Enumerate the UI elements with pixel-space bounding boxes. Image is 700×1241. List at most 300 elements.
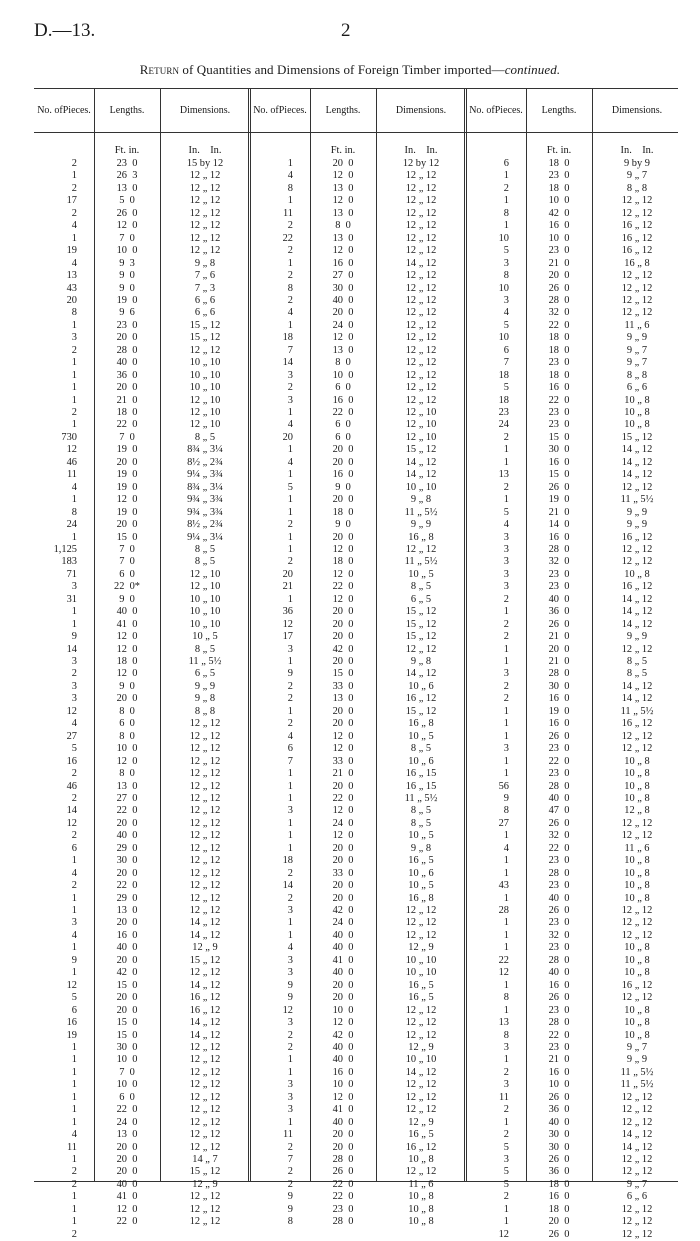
dimension-cell: 12 „ 12 — [189, 245, 221, 257]
dimension-cell: 12 „ 10 — [405, 419, 437, 431]
pieces-cell: 1 — [503, 1216, 509, 1228]
pieces-cell: 3 — [287, 905, 293, 916]
length-cell: 20 0 — [332, 618, 354, 630]
length-cell: 20 0 — [332, 606, 354, 618]
dimension-cell: 12 „ 10 — [189, 581, 221, 593]
length-cell: 22 0 — [332, 1178, 354, 1190]
dimension-cell: 9¼ „ 3¼ — [187, 531, 223, 543]
pieces-cell: 13 — [66, 270, 77, 282]
dimension-cell: 6 „ 6 — [194, 307, 216, 319]
pieces-cell: 11 — [66, 469, 77, 481]
dimension-cell: 9 „ 9 — [410, 519, 432, 531]
pieces-cell: 13 — [498, 469, 509, 481]
length-cell: 32 0 — [548, 929, 570, 941]
pieces-cell: 4 — [287, 942, 293, 954]
pieces-cell: 2 — [71, 830, 77, 842]
pieces-cell: 3 — [287, 1017, 293, 1029]
dimension-cell: 12 „ 12 — [405, 245, 437, 257]
dimension-cell: 12 „ 12 — [189, 792, 221, 804]
length-cell: 23 0 — [548, 880, 570, 892]
length-cell: 10 0 — [332, 1079, 354, 1091]
dimension-cell: 12 „ 12 — [189, 207, 221, 219]
pieces-cell: 2 — [71, 207, 77, 219]
pieces-cell: 19 — [66, 1029, 77, 1041]
dimension-cell: 12 „ 12 — [621, 282, 653, 294]
pieces-cell: 1 — [287, 494, 293, 506]
dimension-cell: 12 „ 12 — [189, 1191, 221, 1203]
length-cell: 12 0 — [332, 743, 354, 755]
dimension-cell: 8 „ 8 — [626, 369, 648, 381]
length-cell: 12 0 — [332, 730, 354, 742]
dimension-cell: 8 „ 8 — [626, 182, 648, 194]
length-cell: 19 0 — [116, 481, 138, 493]
pieces-cell: 3 — [503, 257, 509, 269]
pieces-cell: 11 — [498, 1091, 509, 1103]
dimension-cell: 16 „ 12 — [189, 992, 221, 1004]
length-cell: 36 0 — [116, 369, 138, 381]
length-cell: 16 0 — [548, 979, 570, 991]
pieces-cell: 1 — [287, 543, 293, 555]
dimension-cell: 12 „ 12 — [405, 394, 437, 406]
pieces-cell: 8 — [287, 182, 293, 194]
pieces-cell: 1 — [287, 705, 293, 717]
length-cell: 32 0 — [548, 556, 570, 568]
dimension-cell: 10 „ 8 — [624, 867, 650, 879]
dimension-cell: 14 „ 12 — [405, 668, 437, 680]
length-cell: 10 0 — [548, 1079, 570, 1091]
pieces-cell: 1 — [71, 967, 77, 979]
dimension-cell: 11 „ 5½ — [404, 792, 438, 804]
column-header-dimensions: Dimensions. — [611, 104, 663, 116]
dimension-cell: 10 „ 8 — [624, 954, 650, 966]
pieces-cell: 1 — [287, 257, 293, 269]
length-cell: 20 0 — [116, 917, 138, 929]
length-cell: 41 0 — [116, 618, 138, 630]
dimension-cell: 9 „ 7 — [626, 1178, 648, 1190]
length-cell: 40 0 — [332, 1041, 354, 1053]
dimension-cell: 12 „ 12 — [405, 1004, 437, 1016]
length-cell: 20 0 — [332, 494, 354, 506]
dimension-cell: 12 „ 12 — [189, 905, 221, 916]
dimension-cell: 15 „ 12 — [621, 431, 653, 443]
dimension-cell: 16 „ 8 — [408, 718, 434, 730]
pieces-cell: 4 — [287, 307, 293, 319]
length-cell: 40 0 — [332, 942, 354, 954]
dimension-cell: 12 „ 12 — [189, 1116, 221, 1128]
pieces-cell: 1 — [71, 170, 77, 182]
dimension-cell: 12 „ 12 — [621, 917, 653, 929]
dimension-cell: 9 „ 8 — [410, 656, 432, 667]
dimension-cell: 11 „ 5½ — [404, 556, 438, 568]
length-cell: 20 0 — [332, 631, 354, 643]
dimension-cell: 10 „ 10 — [189, 382, 221, 394]
length-cell: 9 0 — [335, 481, 351, 493]
length-cell: 10 0 — [116, 245, 138, 257]
pieces-cell: 730 — [61, 431, 77, 443]
dimension-cell: 12 „ 10 — [189, 419, 221, 431]
length-cell: 32 0 — [548, 307, 570, 319]
pieces-cell: 14 — [66, 643, 77, 655]
pieces-cell: 6 — [71, 1004, 77, 1016]
length-cell: 16 0 — [332, 469, 354, 481]
dimension-cell: 12 „ 12 — [189, 1091, 221, 1103]
length-cell: 23 0 — [548, 245, 570, 257]
pieces-cell: 1 — [503, 979, 509, 991]
dimension-cell: 12 „ 12 — [405, 1104, 437, 1116]
dimension-cell: 9 „ 8 — [410, 842, 432, 854]
length-cell: 16 0 — [548, 382, 570, 394]
dimension-cell: 12 „ 12 — [621, 1116, 653, 1128]
length-cell: 40 0 — [116, 1178, 138, 1190]
length-cell: 28 0 — [548, 954, 570, 966]
pieces-cell: 1 — [71, 1216, 77, 1228]
column-header-pieces — [466, 89, 526, 131]
pieces-cell: 3 — [287, 805, 293, 817]
length-cell: 23 0 — [548, 1004, 570, 1016]
dimension-cell: 12 „ 12 — [189, 817, 221, 829]
dimension-cell: 9 „ 7 — [626, 1041, 648, 1053]
pieces-cell: 2 — [287, 294, 293, 306]
pieces-cell: 1 — [503, 656, 509, 667]
pieces-cell: 2 — [287, 270, 293, 282]
length-cell: 30 0 — [332, 282, 354, 294]
pieces-cell: 1 — [71, 1054, 77, 1066]
dimension-cell: 8 „ 5 — [194, 543, 216, 555]
dimension-cell: 7 „ 3 — [194, 282, 216, 294]
pieces-cell: 2 — [71, 182, 77, 194]
length-cell: 18 0 — [548, 332, 570, 344]
pieces-cell: 8 — [503, 1029, 509, 1041]
dimension-cell: 11 „ 6 — [624, 319, 650, 331]
dimension-cell: 10 „ 8 — [624, 792, 650, 804]
length-cell: 16 0 — [332, 257, 354, 269]
dimension-cell: 12 „ 10 — [189, 568, 221, 580]
length-cell: 20 0 — [332, 456, 354, 468]
pieces-cell: 1 — [71, 232, 77, 244]
length-cell: 26 0 — [548, 1228, 570, 1240]
unit-label-ft-in: Ft. in. — [546, 145, 572, 156]
dimension-cell: 16 „ 12 — [621, 531, 653, 543]
length-cell: 12 0 — [116, 220, 138, 232]
length-cell: 20 0 — [116, 867, 138, 879]
pieces-cell: 3 — [287, 954, 293, 966]
length-cell: 20 0 — [332, 718, 354, 730]
pieces-cell: 1 — [287, 656, 293, 667]
column-header-lengths: Lengths. — [325, 104, 361, 116]
length-cell: 30 0 — [548, 680, 570, 692]
dimension-cell: 9 „ 9 — [626, 519, 648, 531]
length-cell: 24 0 — [332, 319, 354, 331]
pieces-cell: 17 — [66, 195, 77, 207]
title-lead: Return — [139, 62, 180, 77]
dimension-cell: 12 „ 12 — [189, 220, 221, 232]
pieces-cell: 2 — [287, 382, 293, 394]
dimension-cell: 11 „ 6 — [408, 1178, 434, 1190]
pieces-cell: 12 — [66, 979, 77, 991]
length-cell: 21 0 — [548, 257, 570, 269]
dimension-cell: 12 „ 12 — [405, 905, 437, 916]
length-cell: 16 0 — [548, 1191, 570, 1203]
length-cell: 20 0 — [332, 842, 354, 854]
unit-label-ft-in: Ft. in. — [114, 145, 140, 156]
dimension-cell: 10 „ 8 — [624, 568, 650, 580]
dimension-cell: 10 „ 8 — [624, 855, 650, 867]
pieces-cell: 1,125 — [53, 543, 77, 555]
pieces-cell: 2 — [287, 1166, 293, 1178]
length-cell: 27 0 — [116, 792, 138, 804]
length-cell: 15 0 — [116, 1029, 138, 1041]
length-cell: 22 0 — [116, 880, 138, 892]
length-cell: 23 0 — [548, 568, 570, 580]
column-header-pieces — [250, 89, 310, 131]
pieces-cell: 6 — [287, 743, 293, 755]
pieces-cell: 1 — [287, 1116, 293, 1128]
pieces-cell: 18 — [498, 394, 509, 406]
length-cell: 20 0 — [332, 855, 354, 867]
pieces-cell: 11 — [66, 1141, 77, 1153]
pieces-cell: 3 — [503, 743, 509, 755]
length-cell: 27 0 — [332, 270, 354, 282]
length-cell: 20 0 — [116, 954, 138, 966]
pieces-cell: 2 — [287, 693, 293, 705]
pieces-cell: 10 — [498, 332, 509, 344]
length-cell: 22 0 — [116, 805, 138, 817]
pieces-cell: 11 — [282, 207, 293, 219]
pieces-cell: 2 — [503, 1066, 509, 1078]
dimension-cell: 10 „ 10 — [405, 481, 437, 493]
dimension-cell: 12 „ 12 — [405, 929, 437, 941]
dimension-cell: 9 „ 8 — [194, 693, 216, 705]
pieces-cell: 2 — [71, 1178, 77, 1190]
length-cell: 12 0 — [116, 631, 138, 643]
dimension-cell: 12 „ 12 — [621, 1104, 653, 1116]
dimension-cell: 12 „ 12 — [189, 780, 221, 792]
length-cell: 22 0 — [332, 1191, 354, 1203]
pieces-header-line: No. of — [37, 104, 63, 116]
pieces-cell: 4 — [71, 481, 77, 493]
dimension-cell: 10 „ 10 — [189, 606, 221, 618]
length-cell: 22 0 — [332, 407, 354, 418]
length-cell: 19 0 — [116, 469, 138, 481]
pieces-cell: 4 — [71, 1129, 77, 1141]
dimension-cell: 12 „ 12 — [405, 1017, 437, 1029]
pieces-cell: 1 — [71, 1066, 77, 1078]
dimension-cell: 12 „ 12 — [621, 543, 653, 555]
pieces-cell: 3 — [71, 680, 77, 692]
dimension-cell: 11 „ 6 — [624, 842, 650, 854]
length-cell: 6 0 — [335, 431, 351, 443]
length-cell: 12 0 — [332, 195, 354, 207]
dimension-cell: 12 „ 12 — [621, 307, 653, 319]
pieces-cell: 2 — [71, 1166, 77, 1178]
dimension-cell: 14 „ 12 — [189, 929, 221, 941]
dimension-cell: 16 „ 15 — [405, 780, 437, 792]
length-cell: 12 0 — [116, 1203, 138, 1215]
length-cell: 15 0 — [116, 531, 138, 543]
dimension-cell: 14 „ 12 — [621, 680, 653, 692]
pieces-cell: 3 — [71, 332, 77, 344]
pieces-cell: 4 — [71, 929, 77, 941]
pieces-cell: 23 — [498, 407, 509, 418]
pieces-cell: 6 — [71, 842, 77, 854]
dimension-cell: 8 „ 5 — [410, 743, 432, 755]
dimension-cell: 14 „ 12 — [189, 1017, 221, 1029]
pieces-cell: 18 — [282, 855, 293, 867]
pieces-cell: 3 — [71, 693, 77, 705]
length-cell: 23 0 — [548, 743, 570, 755]
pieces-cell: 9 — [287, 1191, 293, 1203]
pieces-cell: 9 — [287, 992, 293, 1004]
length-cell: 20 0 — [116, 519, 138, 531]
length-cell: 23 0 — [548, 407, 570, 418]
pieces-cell: 1 — [503, 929, 509, 941]
pieces-cell: 43 — [66, 282, 77, 294]
dimension-cell: 12 „ 12 — [189, 1054, 221, 1066]
pieces-cell: 1 — [287, 506, 293, 518]
dimension-cell: 12 „ 12 — [189, 1041, 221, 1053]
pieces-cell: 12 — [66, 444, 77, 456]
dimension-cell: 10 „ 6 — [408, 867, 434, 879]
dimension-cell: 12 „ 12 — [621, 556, 653, 568]
pieces-cell: 2 — [287, 556, 293, 568]
pieces-cell: 12 — [498, 967, 509, 979]
length-cell: 15 0 — [332, 668, 354, 680]
length-cell: 20 0 — [332, 979, 354, 991]
dimension-cell: 16 „ 12 — [405, 693, 437, 705]
dimension-cell: 8 „ 5 — [194, 643, 216, 655]
pieces-cell: 1 — [287, 768, 293, 780]
pieces-cell: 1 — [503, 170, 509, 182]
dimension-cell: 12 „ 12 — [405, 917, 437, 929]
dimension-cell: 12 „ 10 — [405, 407, 437, 418]
dimension-cell: 9 „ 8 — [194, 257, 216, 269]
pieces-cell: 9 — [287, 668, 293, 680]
pieces-cell: 2 — [503, 1129, 509, 1141]
pieces-cell: 3 — [503, 294, 509, 306]
length-cell: 23 0 — [548, 942, 570, 954]
pieces-cell: 20 — [66, 294, 77, 306]
length-cell: 42 0 — [332, 1029, 354, 1041]
pieces-cell: 2 — [503, 631, 509, 643]
pieces-cell: 2 — [503, 1104, 509, 1116]
length-cell: 41 0 — [332, 1104, 354, 1116]
pieces-cell: 1 — [287, 929, 293, 941]
pieces-cell: 1 — [503, 456, 509, 468]
dimension-cell: 14 „ 12 — [189, 1029, 221, 1041]
dimension-cell: 12 „ 12 — [405, 319, 437, 331]
length-cell: 20 0 — [116, 382, 138, 394]
length-cell: 20 0 — [332, 307, 354, 319]
dimension-cell: 12 „ 12 — [621, 270, 653, 282]
length-cell: 22 0 — [548, 1029, 570, 1041]
length-cell: 16 0 — [548, 456, 570, 468]
column-header-pieces — [34, 89, 94, 131]
dimension-cell: 10 „ 5 — [408, 830, 434, 842]
length-cell: 9 0 — [119, 680, 135, 692]
pieces-cell: 2 — [503, 481, 509, 493]
length-cell: 23 0 — [116, 319, 138, 331]
dimension-cell: 8¾ „ 3¼ — [187, 444, 223, 456]
dimension-cell: 12 „ 12 — [405, 207, 437, 219]
dimension-cell: 16 „ 12 — [621, 979, 653, 991]
pieces-cell: 1 — [71, 618, 77, 630]
length-cell: 22 0 — [548, 319, 570, 331]
pieces-cell: 2 — [287, 680, 293, 692]
dimension-cell: 11 „ 5½ — [404, 506, 438, 518]
length-cell: 6 0 — [119, 568, 135, 580]
dimension-cell: 8¾ „ 3¼ — [187, 481, 223, 493]
length-cell: 42 0 — [548, 207, 570, 219]
dimension-cell: 12 „ 12 — [405, 543, 437, 555]
length-cell: 21 0 — [548, 506, 570, 518]
length-cell: 12 0 — [332, 568, 354, 580]
length-cell: 18 0 — [548, 182, 570, 194]
dimension-cell: 8 „ 5 — [626, 668, 648, 680]
dimension-cell: 9 „ 9 — [626, 332, 648, 344]
pieces-cell: 1 — [503, 867, 509, 879]
pieces-cell: 4 — [503, 842, 509, 854]
pieces-cell: 4 — [71, 220, 77, 232]
dimension-cell: 14 „ 12 — [405, 469, 437, 481]
dimension-cell: 9 „ 9 — [626, 1054, 648, 1066]
dimension-cell: 14 „ 12 — [405, 456, 437, 468]
pieces-cell: 1 — [503, 1004, 509, 1016]
dimension-cell: 6 „ 5 — [410, 593, 432, 605]
length-cell: 28 0 — [548, 668, 570, 680]
pieces-cell: 3 — [503, 668, 509, 680]
length-cell: 40 0 — [116, 606, 138, 618]
dimension-cell: 12 „ 12 — [621, 1154, 653, 1165]
pieces-cell: 3 — [503, 568, 509, 580]
pieces-cell: 2 — [71, 1228, 77, 1240]
dimension-cell: 8 „ 5 — [410, 805, 432, 817]
pieces-cell: 1 — [287, 319, 293, 331]
column-header-lengths: Lengths. — [109, 104, 145, 116]
pieces-cell: 1 — [71, 357, 77, 369]
length-cell: 21 0 — [116, 394, 138, 406]
pieces-cell: 5 — [287, 481, 293, 493]
length-cell: 10 0 — [116, 1054, 138, 1066]
dimension-cell: 15 „ 12 — [405, 444, 437, 456]
dimension-cell: 15 „ 12 — [189, 332, 221, 344]
dimension-cell: 12 „ 12 — [189, 1079, 221, 1091]
length-cell: 18 0 — [332, 556, 354, 568]
pieces-cell: 3 — [287, 369, 293, 381]
dimension-cell: 12 „ 12 — [405, 332, 437, 344]
pieces-cell: 1 — [287, 158, 293, 169]
dimension-cell: 12 „ 12 — [189, 967, 221, 979]
length-cell: 18 0 — [116, 656, 138, 667]
pieces-cell: 2 — [71, 880, 77, 892]
dimension-cell: 7 „ 6 — [194, 270, 216, 282]
dimension-cell: 9¾ „ 3¾ — [187, 506, 223, 518]
pieces-cell: 10 — [498, 232, 509, 244]
pieces-cell: 1 — [71, 382, 77, 394]
pieces-cell: 7 — [287, 1154, 293, 1165]
dimension-cell: 12 „ 12 — [405, 1091, 437, 1103]
length-cell: 12 0 — [332, 332, 354, 344]
length-cell: 13 0 — [116, 182, 138, 194]
pieces-cell: 21 — [282, 581, 293, 593]
unit-label-in-in: In. In. — [620, 145, 654, 156]
column-header-dimensions: Dimensions. — [179, 104, 231, 116]
pieces-cell: 8 — [503, 270, 509, 282]
dimension-cell: 10 „ 5 — [408, 568, 434, 580]
pieces-cell: 3 — [503, 556, 509, 568]
dimension-cell: 10 „ 8 — [624, 1029, 650, 1041]
pieces-cell: 8 — [71, 506, 77, 518]
length-cell: 28 0 — [548, 780, 570, 792]
